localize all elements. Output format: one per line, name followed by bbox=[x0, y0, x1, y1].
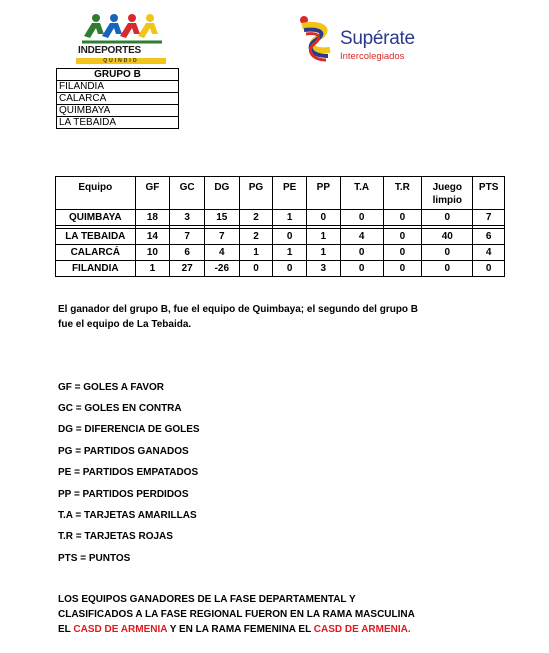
group-title: GRUPO B bbox=[57, 69, 179, 81]
cell: 0 bbox=[307, 210, 341, 226]
closing-line: LOS EQUIPOS GANADORES DE LA FASE DEPARTAMENTAL Y bbox=[58, 594, 356, 605]
superate-subtitle: Intercolegiados bbox=[340, 51, 405, 62]
indeportes-logo bbox=[66, 12, 166, 62]
cell: 1 bbox=[273, 210, 307, 226]
cell: FILANDIA bbox=[56, 261, 136, 277]
cell: 1 bbox=[135, 261, 170, 277]
cell: 0 bbox=[383, 229, 422, 245]
cell: 4 bbox=[204, 245, 239, 261]
col-header: Equipo bbox=[56, 177, 136, 210]
cell: 1 bbox=[239, 245, 273, 261]
closing-text: Y EN LA RAMA FEMENINA EL bbox=[167, 624, 314, 635]
cell: 1 bbox=[307, 229, 341, 245]
highlight-casd: CASD DE ARMENIA bbox=[73, 624, 168, 635]
cell: 1 bbox=[307, 245, 341, 261]
cell: 0 bbox=[340, 261, 383, 277]
cell: 14 bbox=[135, 229, 170, 245]
legend-item: GF = GOLES A FAVOR bbox=[58, 382, 165, 393]
cell: CALARCÁ bbox=[56, 245, 136, 261]
col-header: PP bbox=[307, 177, 341, 210]
col-header: GC bbox=[170, 177, 205, 210]
cell: 7 bbox=[170, 229, 205, 245]
winner-line: fue el equipo de La Tebaida. bbox=[58, 319, 192, 330]
standings-header-row bbox=[56, 177, 505, 210]
col-header: GF bbox=[135, 177, 170, 210]
col-header: DG bbox=[204, 177, 239, 210]
legend-item: T.R = TARJETAS ROJAS bbox=[58, 531, 173, 542]
standings-table bbox=[55, 176, 505, 277]
cell: 7 bbox=[473, 210, 505, 226]
winner-paragraph bbox=[58, 302, 418, 332]
cell: LA TEBAIDA bbox=[56, 229, 136, 245]
group-team: CALARCÁ bbox=[57, 93, 179, 105]
legend-item: PP = PARTIDOS PERDIDOS bbox=[58, 489, 189, 500]
group-team: FILANDIA bbox=[57, 81, 179, 93]
table-row bbox=[56, 261, 505, 277]
cell: 7 bbox=[204, 229, 239, 245]
table-row bbox=[56, 229, 505, 245]
col-header: T.A bbox=[340, 177, 383, 210]
cell: 0 bbox=[383, 261, 422, 277]
cell: 2 bbox=[239, 210, 273, 226]
cell: 0 bbox=[239, 261, 273, 277]
cell: 10 bbox=[135, 245, 170, 261]
cell: 18 bbox=[135, 210, 170, 226]
cell: 15 bbox=[204, 210, 239, 226]
legend-item: PE = PARTIDOS EMPATADOS bbox=[58, 467, 199, 478]
cell: 3 bbox=[307, 261, 341, 277]
superate-logo bbox=[292, 14, 442, 64]
indeportes-text: INDEPORTES bbox=[78, 45, 142, 56]
closing-paragraph bbox=[58, 592, 415, 637]
group-team: QUIMBAYA bbox=[57, 105, 179, 117]
cell: -26 bbox=[204, 261, 239, 277]
cell: 6 bbox=[473, 229, 505, 245]
legend-item: T.A = TARJETAS AMARILLAS bbox=[58, 510, 197, 521]
closing-line: CLASIFICADOS A LA FASE REGIONAL FUERON EN LA RAMA MASCULINA bbox=[58, 609, 415, 620]
legend-item: PG = PARTIDOS GANADOS bbox=[58, 446, 189, 457]
cell: 2 bbox=[239, 229, 273, 245]
closing-text: EL bbox=[58, 624, 74, 635]
legend-item: GC = GOLES EN CONTRA bbox=[58, 403, 182, 414]
col-header: PG bbox=[239, 177, 273, 210]
group-team: LA TEBAIDA bbox=[57, 117, 179, 129]
cell: 3 bbox=[170, 210, 205, 226]
indeportes-subtext: QUINDIO bbox=[76, 58, 166, 64]
highlight-casd: CASD DE ARMENIA. bbox=[313, 624, 411, 635]
table-row bbox=[56, 210, 505, 226]
cell: 0 bbox=[340, 245, 383, 261]
cell: 0 bbox=[383, 245, 422, 261]
group-table bbox=[56, 68, 179, 129]
cell: 27 bbox=[170, 261, 205, 277]
cell: 4 bbox=[340, 229, 383, 245]
cell: 6 bbox=[170, 245, 205, 261]
col-header: PE bbox=[273, 177, 307, 210]
closing-line-3 bbox=[58, 622, 415, 637]
cell: 0 bbox=[422, 245, 473, 261]
col-header: PTS bbox=[473, 177, 505, 210]
cell: 40 bbox=[422, 229, 473, 245]
cell: 0 bbox=[383, 210, 422, 226]
cell: 0 bbox=[340, 210, 383, 226]
winner-line: El ganador del grupo B, fue el equipo de Quimbaya; el segundo del grupo B bbox=[58, 304, 419, 315]
runners-icon bbox=[66, 12, 166, 48]
col-header: Juego limpio bbox=[422, 177, 473, 210]
cell: 0 bbox=[473, 261, 505, 277]
cell: 0 bbox=[273, 261, 307, 277]
cell: QUIMBAYA bbox=[56, 210, 136, 226]
table-row bbox=[56, 245, 505, 261]
superate-title: Supérate bbox=[340, 28, 415, 49]
col-header: T.R bbox=[383, 177, 422, 210]
flag-swirl-icon bbox=[292, 14, 340, 64]
cell: 1 bbox=[273, 245, 307, 261]
legend-item: DG = DIFERENCIA DE GOLES bbox=[58, 424, 200, 435]
cell: 0 bbox=[273, 229, 307, 245]
cell: 0 bbox=[422, 261, 473, 277]
cell: 4 bbox=[473, 245, 505, 261]
legend-item: PTS = PUNTOS bbox=[58, 553, 131, 564]
cell: 0 bbox=[422, 210, 473, 226]
